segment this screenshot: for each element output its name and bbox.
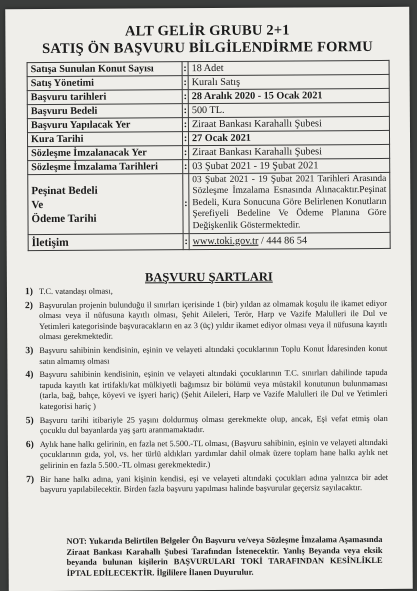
info-value: 500 TL. [188, 102, 389, 117]
item-number: 6) [25, 439, 34, 450]
list-item [25, 285, 387, 298]
info-value: Ziraat Bankası Karahallı Şubesi [188, 116, 389, 131]
info-row: Başvuru Yapılacak Yer : Ziraat Bankası Karahallı Şubesi [27, 116, 389, 132]
info-label: Başvuru Yapılacak Yer [27, 118, 182, 133]
website-link[interactable]: www.toki.gov.tr [192, 235, 259, 247]
info-row: Satışa Sunulan Konut Sayısı : 18 Adet [27, 60, 389, 76]
item-number: 4) [25, 370, 34, 381]
item-number: 2) [25, 300, 33, 311]
item-number: 1) [24, 287, 33, 298]
list-item [25, 368, 387, 413]
list-item [26, 438, 388, 472]
info-value: Kuralı Satış [188, 74, 389, 89]
info-row: Sözleşme İmzalama Tarihleri : 03 Şubat 2021 - 19 Şubat 2021 [28, 158, 390, 174]
iletisim-label: İletişim [28, 234, 183, 251]
form-page [5, 7, 413, 591]
info-row: Kura Tarihi : 27 Ocak 2021 [27, 130, 389, 146]
info-row: Satış Yönetimi : Kuralı Satış [27, 74, 389, 90]
iletisim-row: İletişim : www.toki.gov.tr / 444 86 54 [28, 232, 390, 250]
item-number: 7) [26, 474, 35, 485]
item-number: 3) [25, 346, 34, 357]
pesinat-value: 03 Şubat 2021 - 19 Şubat 2021 Tarihleri Arasında Sözleşme İmzalama Esnasında Alınacaktır.Peşinat Bedeli, Kura Sonucuna Göre Belirlenen Konutların Şerefiyeli Bedeline Ve Ödeme Planına Göre Değişkenlik Göstermektedir. [189, 172, 390, 233]
item-text: Aylık hane halkı gelirinin, en fazla net 5.500.-TL olması, (Başvuru sahibinin, eşinin ve velayeti altındaki çocuklarının gıda, yol, vs. her türlü aldıkları yardımlar dahil olmak üzere toplam hane halkı aylık net gelirinin en fazla 5.500.-TL olması gerekmektedir.) [39, 437, 388, 470]
info-label: Satış Yönetimi [27, 76, 182, 91]
list-item [25, 344, 387, 367]
info-row: Başvuru Bedeli : 500 TL. [27, 102, 389, 118]
info-label: Sözleşme İmzalama Tarihleri [28, 160, 183, 175]
item-text: Başvuru sahibinin kendisinin, eşinin ve velayeti altındaki çocuklarının T.C. sınırları dahilinde tapuda tapuda kayıtlı kat irtifaklı/kat mülkiyetli bağımsız bir bölümü veya müstakil konutunun bulunmaması (tarla, bağ, bahçe, köyevi ve işyeri hariç) (Şehit Aileleri, Harp ve Vazife Malulleri ile Dul ve Yetimleri kategorisi hariç ) [39, 368, 388, 411]
info-value: Ziraat Bankası Karahallı Şubesi [189, 144, 390, 159]
info-row: Sözleşme İmzalanacak Yer : Ziraat Bankası Karahallı Şubesi [28, 144, 390, 160]
info-row: Başvuru tarihleri : 28 Aralık 2020 - 15 Ocak 2021 [27, 88, 389, 104]
pesinat-label: Peşinat Bedeli Ve Ödeme Tarihi [28, 174, 183, 235]
item-text: T.C. vatandaşı olması, [38, 286, 113, 297]
pesinat-row: Peşinat Bedeli Ve Ödeme Tarihi : 03 Şubat 2021 - 19 Şubat 2021 Tarihleri Arasında Sözleşme İmzalama Esnasında Alınacaktır.Peşinat Bedeli, Kura Sonucuna Göre Belirlenen Konutların Şerefiyeli Bedeline Ve Ödeme Planına Göre Değişkenlik Göstermektedir. [28, 172, 390, 234]
item-text: Bir hane halkı adına, yani kişinin kendisi, eşi ve velayeti altındaki çocukları adına yalnızca bir adet başvuru yapılabilecektir. Birden fazla başvuru yapılması halinde başvurular geçersiz sayılacaktır. [40, 472, 389, 495]
item-number: 5) [25, 415, 34, 426]
info-label: Kura Tarihi [27, 132, 182, 147]
requirements-list [25, 285, 388, 499]
info-value: 18 Adet [188, 60, 389, 75]
info-label: Sözleşme İmzalanacak Yer [28, 146, 183, 161]
list-item [25, 299, 387, 344]
info-table [27, 60, 391, 251]
requirements-title: BAŞVURU ŞARTLARI [144, 269, 273, 285]
info-label: Satışa Sunulan Konut Sayısı [27, 62, 182, 77]
form-title-line2: SATIŞ ÖN BAŞVURU BİLGİLENDİRME FORMU [42, 38, 373, 58]
item-text: Başvuru tarihi itibariyle 25 yaşını doldurmuş olması gerekmekte olup, ancak, Eşi vefat etmiş olan çocuklu dul bayanlarda yaş şartı aranmamaktadır. [39, 413, 388, 436]
iletisim-value [189, 232, 390, 249]
phone-number: / 444 86 54 [258, 234, 308, 247]
item-text: Başvurulan projenin bulunduğu il sınırları içerisinde 1 (bir) yıldan az olmamak koşulu ile ikamet ediyor olması veya il nüfusuna kayıtlı olması, Şehit Aileleri, Terör, Harp ve Vazife Malulleri ile Dul ve Yetimleri kategorisinde başvuracakların en az 3 (üç) yıldır ikamet ediyor olması veya il nüfusuna kayıtlı olması gerekmektedir. [39, 298, 388, 342]
info-value: 28 Aralık 2020 - 15 Ocak 2021 [188, 88, 389, 103]
info-value: 03 Şubat 2021 - 19 Şubat 2021 [189, 158, 390, 173]
list-item [26, 472, 388, 495]
form-title-line1: ALT GELİR GRUBU 2+1 [124, 22, 290, 40]
list-item [26, 413, 388, 436]
info-value: 27 Ocak 2021 [188, 130, 389, 145]
footer-note: NOT: Yukarıda Belirtilen Belgeler Ön Başvuru ve/veya Sözleşme İmzalama Aşamasında Ziraat Bankası Karahallı Şubesi Tarafından İstenecektir. Yanlış Beyanda veya eksik beyanda bulunan kişilerin BAŞVURULARI TOKİ TARAFINDAN KESİNLİKLE İPTAL EDİLECEKTİR. İlgililere İlanen Duyurulur. [66, 534, 383, 578]
info-label: Başvuru Bedeli [27, 104, 182, 119]
item-text: Başvuru sahibinin kendisinin, eşinin ve velayeti altındaki çocuklarının Toplu Konut İdaresinden konut satın almamış olması [39, 343, 388, 366]
info-label: Başvuru tarihleri [27, 90, 182, 105]
